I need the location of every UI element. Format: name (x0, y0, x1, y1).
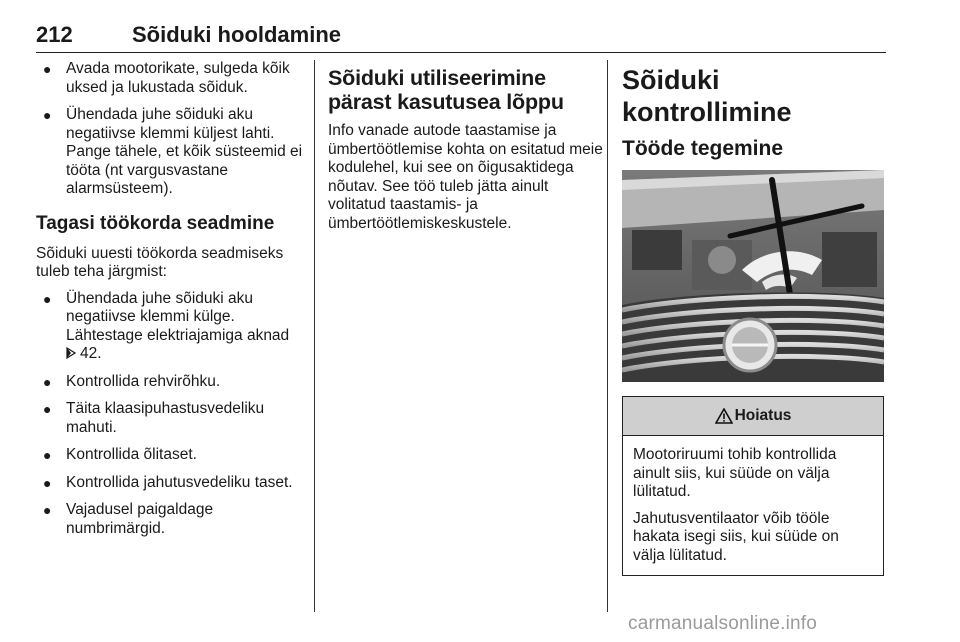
column-right (622, 60, 886, 576)
subsection-heading: Tööde tegemine (622, 137, 784, 160)
column-middle (328, 60, 606, 233)
list-item-text: Ühendada juhe sõiduki aku negatiivse klemmi küljest lahti. Pange tähele, et kõik süsteemid ei tööta (nt vargusvastane alarmsüsteem). (66, 106, 303, 197)
warning-paragraph: Mootoriruumi tohib kontrollida ainult siis, kui süüde on välja lülitatud. (633, 446, 837, 500)
column-left (36, 60, 304, 547)
page-number: 212 (36, 22, 73, 47)
engine-hood-illustration (622, 170, 884, 382)
list-item-text: Kontrollida õlitaset. (66, 446, 197, 463)
bullet-list-top (36, 60, 304, 199)
chapter-heading: Sõiduki kontrollimine (622, 65, 792, 127)
list-item (36, 400, 304, 437)
column-divider (607, 60, 608, 612)
list-item (36, 60, 304, 97)
warning-box (622, 396, 884, 576)
list-item-text: Kontrollida jahutusvedeliku taset. (66, 473, 293, 491)
list-item-text: Kontrollida rehvirõhku. (66, 372, 221, 390)
bullet-dot: ● (43, 290, 52, 307)
section-heading: Tagasi töökorda seadmine (36, 212, 275, 234)
bullet-dot: ● (43, 401, 52, 417)
warning-triangle-icon (715, 408, 733, 424)
section-heading: Sõiduki utiliseerimine pärast kasutusea lõppu (328, 66, 564, 114)
list-item-text: Avada mootorikate, sulgeda kõik uksed ja lukustada sõiduk. (66, 60, 290, 96)
page-reference[interactable]: 42. (80, 345, 102, 362)
bullet-dot: ● (43, 474, 52, 491)
intro-paragraph: Sõiduki uuesti töökorda seadmiseks tuleb teha järgmist: (36, 244, 284, 280)
list-item-text: Vajadusel paigaldage numbrimärgid. (66, 501, 214, 537)
list-item (36, 501, 304, 538)
list-item (36, 446, 304, 465)
bullet-dot: ● (43, 502, 52, 518)
warning-title: Hoiatus (734, 407, 792, 424)
bullet-dot: ● (43, 107, 52, 123)
engine-bay-photo (622, 170, 884, 382)
page-reference-arrow-icon (66, 347, 76, 359)
list-item-text: Täita klaasipuhastusvedeliku mahuti. (66, 400, 265, 436)
body-paragraph: Info vanade autode taastamise ja ümbertöötlemise kohta on esitatud meie kodulehel, kui see on õigusaktidega nõutav. See töö tuleb jätta ainult volitatud taastamis- ja ümbertöötlemiskeskustele. (328, 122, 603, 232)
page-header (36, 18, 886, 53)
list-item (36, 106, 304, 199)
list-item (36, 474, 304, 493)
warning-body (623, 436, 883, 575)
warning-header (623, 397, 883, 436)
column-divider (314, 60, 315, 612)
list-item (36, 373, 304, 392)
bullet-list-bottom (36, 290, 304, 539)
warning-paragraph: Jahutusventilaator võib tööle hakata isegi siis, kui süüde on välja lülitatud. (633, 509, 839, 564)
list-item (36, 290, 304, 364)
list-item-text: Ühendada juhe sõiduki aku negatiivse klemmi külge. Lähtestage elektriajamiga aknad (66, 289, 290, 344)
section-title: Sõiduki hooldamine (132, 22, 342, 47)
bullet-dot: ● (43, 61, 52, 77)
watermark: carmanualsonline.info (628, 613, 818, 634)
bullet-dot: ● (43, 447, 52, 463)
bullet-dot: ● (43, 373, 52, 390)
